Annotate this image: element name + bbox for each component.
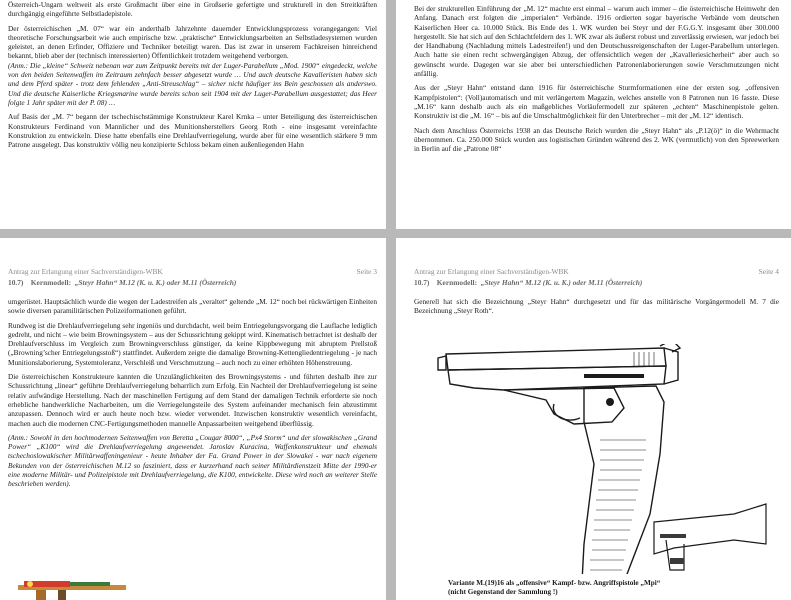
section-model: „Steyr Hahn“ M.12 (K. u. K.) oder M.11 (Österreich) — [74, 278, 237, 287]
paragraph: umgerüstet. Hauptsächlich wurde die wegen der Ladestreifen als „veraltet“ geltende „M. 12“ noch bei rückwärtigen Einheiten sowie diversen paramilitärischen Polizeiformationen geführt. — [8, 297, 377, 316]
section-heading — [414, 278, 779, 287]
paragraph: Der österreichischen „M. 07“ war ein anderthalb Jahrzehnte dauernder Entwicklungsprozess vorangegangen: Viel theoretische Forschungsarbeit wie auch empirische bzw. „praktische“ Entwicklungsarbeiten an Selbstladesystemen wurden geleistet, an denen Erfinder, Offiziere und Techniker beteiligt waren. Das ist zwar in unserem Fachkreisen hinreichend bekannt, blieb aber der (technisch interessierten) Öffentlichkeit trotzdem weitgehend verborgen. — [8, 23, 377, 61]
figure-caption — [448, 579, 660, 597]
section-heading — [8, 278, 377, 287]
document-page-4 — [396, 238, 791, 600]
paragraph: Rundweg ist die Drehlaufverriegelung sehr ingeniös und durchdacht, weil beim Entriegelungsvorgang die Lauflache lediglich gedreht, und nicht – wie beim Browningsystem – aus der Schussrichtung gekippt wird. Kinematisch betrachtet ist deshalb der Drehlaufverschluss im Vergleich zum Browningverschluss günstiger, da keine Kippbewegung mit abruptem Prellstoß („Browning’scher Entriegelungsstoß“) stattfindet. Außerdem zeigte die damalige Browning-Kettengliedentriegelung - je nach Munitionslaborierung, Systemtoleranz, Verschleiß und Verschmutzung – auch noch zu einer erhöhten Höhenstreuung. — [8, 320, 377, 367]
document-page-3 — [0, 238, 386, 600]
document-page-2b — [396, 0, 791, 229]
page-header — [414, 267, 779, 276]
note-paragraph: (Anm.: Sowohl in den hochmodernen Seitenwaffen von Beretta „Cougar 8000“, „Px4 Storm“ und der slowakischen „Grand Power“ „K100“ wird die Drehlaufverriegelung angewendet. Jaroslav Kuracina, Waffenkonstrukteur und ehemals tschechoslowakischer Militärwaffeningenieur - heute Inhaber der Fa. Grand Power in der Slowakei - war nach eigenem Bekunden von der österreichischen M.12 so fasziniert, dass er kurzerhand nach seiner Militärdienstzeit Mitte der 1990-er eine moderne Militär- und Polizeipistole mit Drehlaufverriegelung, die K100, entwickelte. Diese wird noch an weiterer Stelle beschrieben werden). — [8, 432, 377, 489]
page-header — [8, 267, 377, 276]
paragraph: Bei der strukturellen Einführung der „M. 12“ machte erst einmal – warum auch immer – die österreichische Heimwehr den Anfang. Danach erst folgten die „imperialen“ Verbände. 1916 ordierten sogar bayerische Verbände vom deutschen Kaiserlichen Heer ca. 10.000 Stück. Bis Ende des 1. WK wurden bei Steyr und der F.G.G.Y. insgesamt über 300.000 hergestellt. Sie hat sich auf den Schlachtfeldern des 1. WK zwar als äußerst robust und zuverlässig erwiesen, war jedoch bei der Handhabung (Nachladung mittels Ladestreifen!) und den Deutschussreigenschaften der Luger-Parabellum unterlegen. Auch hatte sie einen recht schwergängigen Abzug, der offensichtlich wegen der „Kavalleriesicherheit“ aber auch so gewünscht wurde. Dagegen war sie aber bei unterschiedlichen Patronenlaborierungen sowie Verschmutzungen nicht anfällig. — [414, 4, 779, 79]
header-title: Antrag zur Erlangung einer Sachverständigen-WBK — [8, 267, 163, 276]
paragraph: Die österreichischen Konstrukteure kannten die Unzulänglichkeiten des Browningsystems - und führten deshalb ihre zur Schussrichtung „linear“ geführte Drehlaufverriegelung beharrlich zum Erfolg. Ein Nachteil der Drehlaufverriegelung ist seine relativ aufwändige Herstellung. Nach der maschinellen Fertigung auf dem Stand der damaligen Technik erforderte sie noch erhebliche handwerkliche Nacharbeiten, um die Verriegelungsteile des System aufeinander mechanisch fein abzustimmt anzupassen. Dennoch wird er auch heute noch bzw. wieder verwendet. Inzwischen konstruktiv wesentlich vereinfacht, machen auch die modernen CNC-Fertigungsmethoden manuelle Anpassarbeiten weitgehend überflüssig. — [8, 372, 377, 428]
paragraph: Auf Basis der „M. 7“ begann der tschechischstämmige Konstrukteur Karel Krnka – unter Beteiligung des österreichischen Konstrukteurs Ferdinand von Mannlicher und des Munitionsherstellers Georg Roth - eine insgesamt vereinfachte Konstruktion zu entwickeln. Diese hatte ebenfalls eine Drehlaufverriegelung, wurde aber für eine wesentlich stärkere 9 mm Patrone ausgelegt. Das konstruktiv völlig neu konzipierte Schloss bekam einen außenliegenden Hahn — [8, 112, 377, 150]
section-label: Kernmodell: — [30, 278, 72, 287]
section-label: Kernmodell: — [436, 278, 478, 287]
paragraph: Generell hat sich die Bezeichnung „Steyr Hahn“ durchgesetzt und für das militärische Vorgängermodell M. 7 die Bezeichnung „Steyr Roth“. — [414, 297, 779, 316]
page-number: Seite 4 — [758, 267, 779, 276]
section-model: „Steyr Hahn“ M.12 (K. u. K.) oder M.11 (Österreich) — [480, 278, 643, 287]
section-number: 10.7) — [414, 278, 430, 287]
header-title: Antrag zur Erlangung einer Sachverständigen-WBK — [414, 267, 569, 276]
paragraph: Nach dem Anschluss Österreichs 1938 an das Deutsche Reich wurden die „Steyr Hahn“ als „P.12(ö)“ in die Wehrmacht übernommen. Ca. 250.000 Stück wurden aus logistischen Gründen während des 2. WK (vermutlich) von den Spreewerken in Berlin auf die „Patrone 08“ — [414, 125, 779, 154]
paragraph: Österreich-Ungarn weltweit als erste Großmacht über eine in Großserie gefertigte und strukturell in den Streitkräften durchgängig eingeführte Selbstladepistole. — [8, 0, 377, 19]
note-paragraph: (Anm.: Die „kleine“ Schweiz nebenan war zum Zeitpunkt bereits mit der Luger-Parabellum „Mod. 1900“ eingedeckt, welche von den beiden Seitenwaffen im Zeitraum zehnfach besser abgesetzt wurde … Und auch deutsche Kavalleristen haben sich und dem Pferd später - trotz dem fehlenden „Anti-Streuschlag“ – sicher nicht häufiger ins Bein geschossen als anderswo. Und die deutsche Kaiserliche Kriegsmarine wurde bereits schon seit 1904 mit der Luger-Parabellum ausgestattet; das Heer folgte 1 Jahr später mit der P. 08) … — [8, 60, 377, 107]
page-number: Seite 3 — [356, 267, 377, 276]
caption-line: (nicht Gegenstand der Sammlung !) — [448, 588, 558, 596]
caption-line: Variante M.(19)16 als „offensive“ Kampf- bzw. Angriffspistole „Mpi“ — [448, 579, 661, 587]
pistol-drawing — [434, 344, 774, 574]
section-number: 10.7) — [8, 278, 24, 287]
rifle-drawing — [18, 571, 128, 600]
document-page-2 — [0, 0, 386, 229]
paragraph: Aus der „Steyr Hahn“ entstand dann 1916 für österreichische Sturmformationen eine der ersten sog. „offensiven Kampfpistolen“: (Voll)automatisch und mit verlängertem Magazin, welches anstelle von 8 Patronen nun 16 fasste. Diese „M.16“ kann deshalb auch als ein maßgebliches Vorläufermodell zur späteren „echten“ Maschinenpistole gelten. Konstruktiv ist die „M. 16“ – bis auf die Umschaltmöglichkeit für den Unterbrecher – mit der „M. 12“ identisch. — [414, 83, 779, 121]
